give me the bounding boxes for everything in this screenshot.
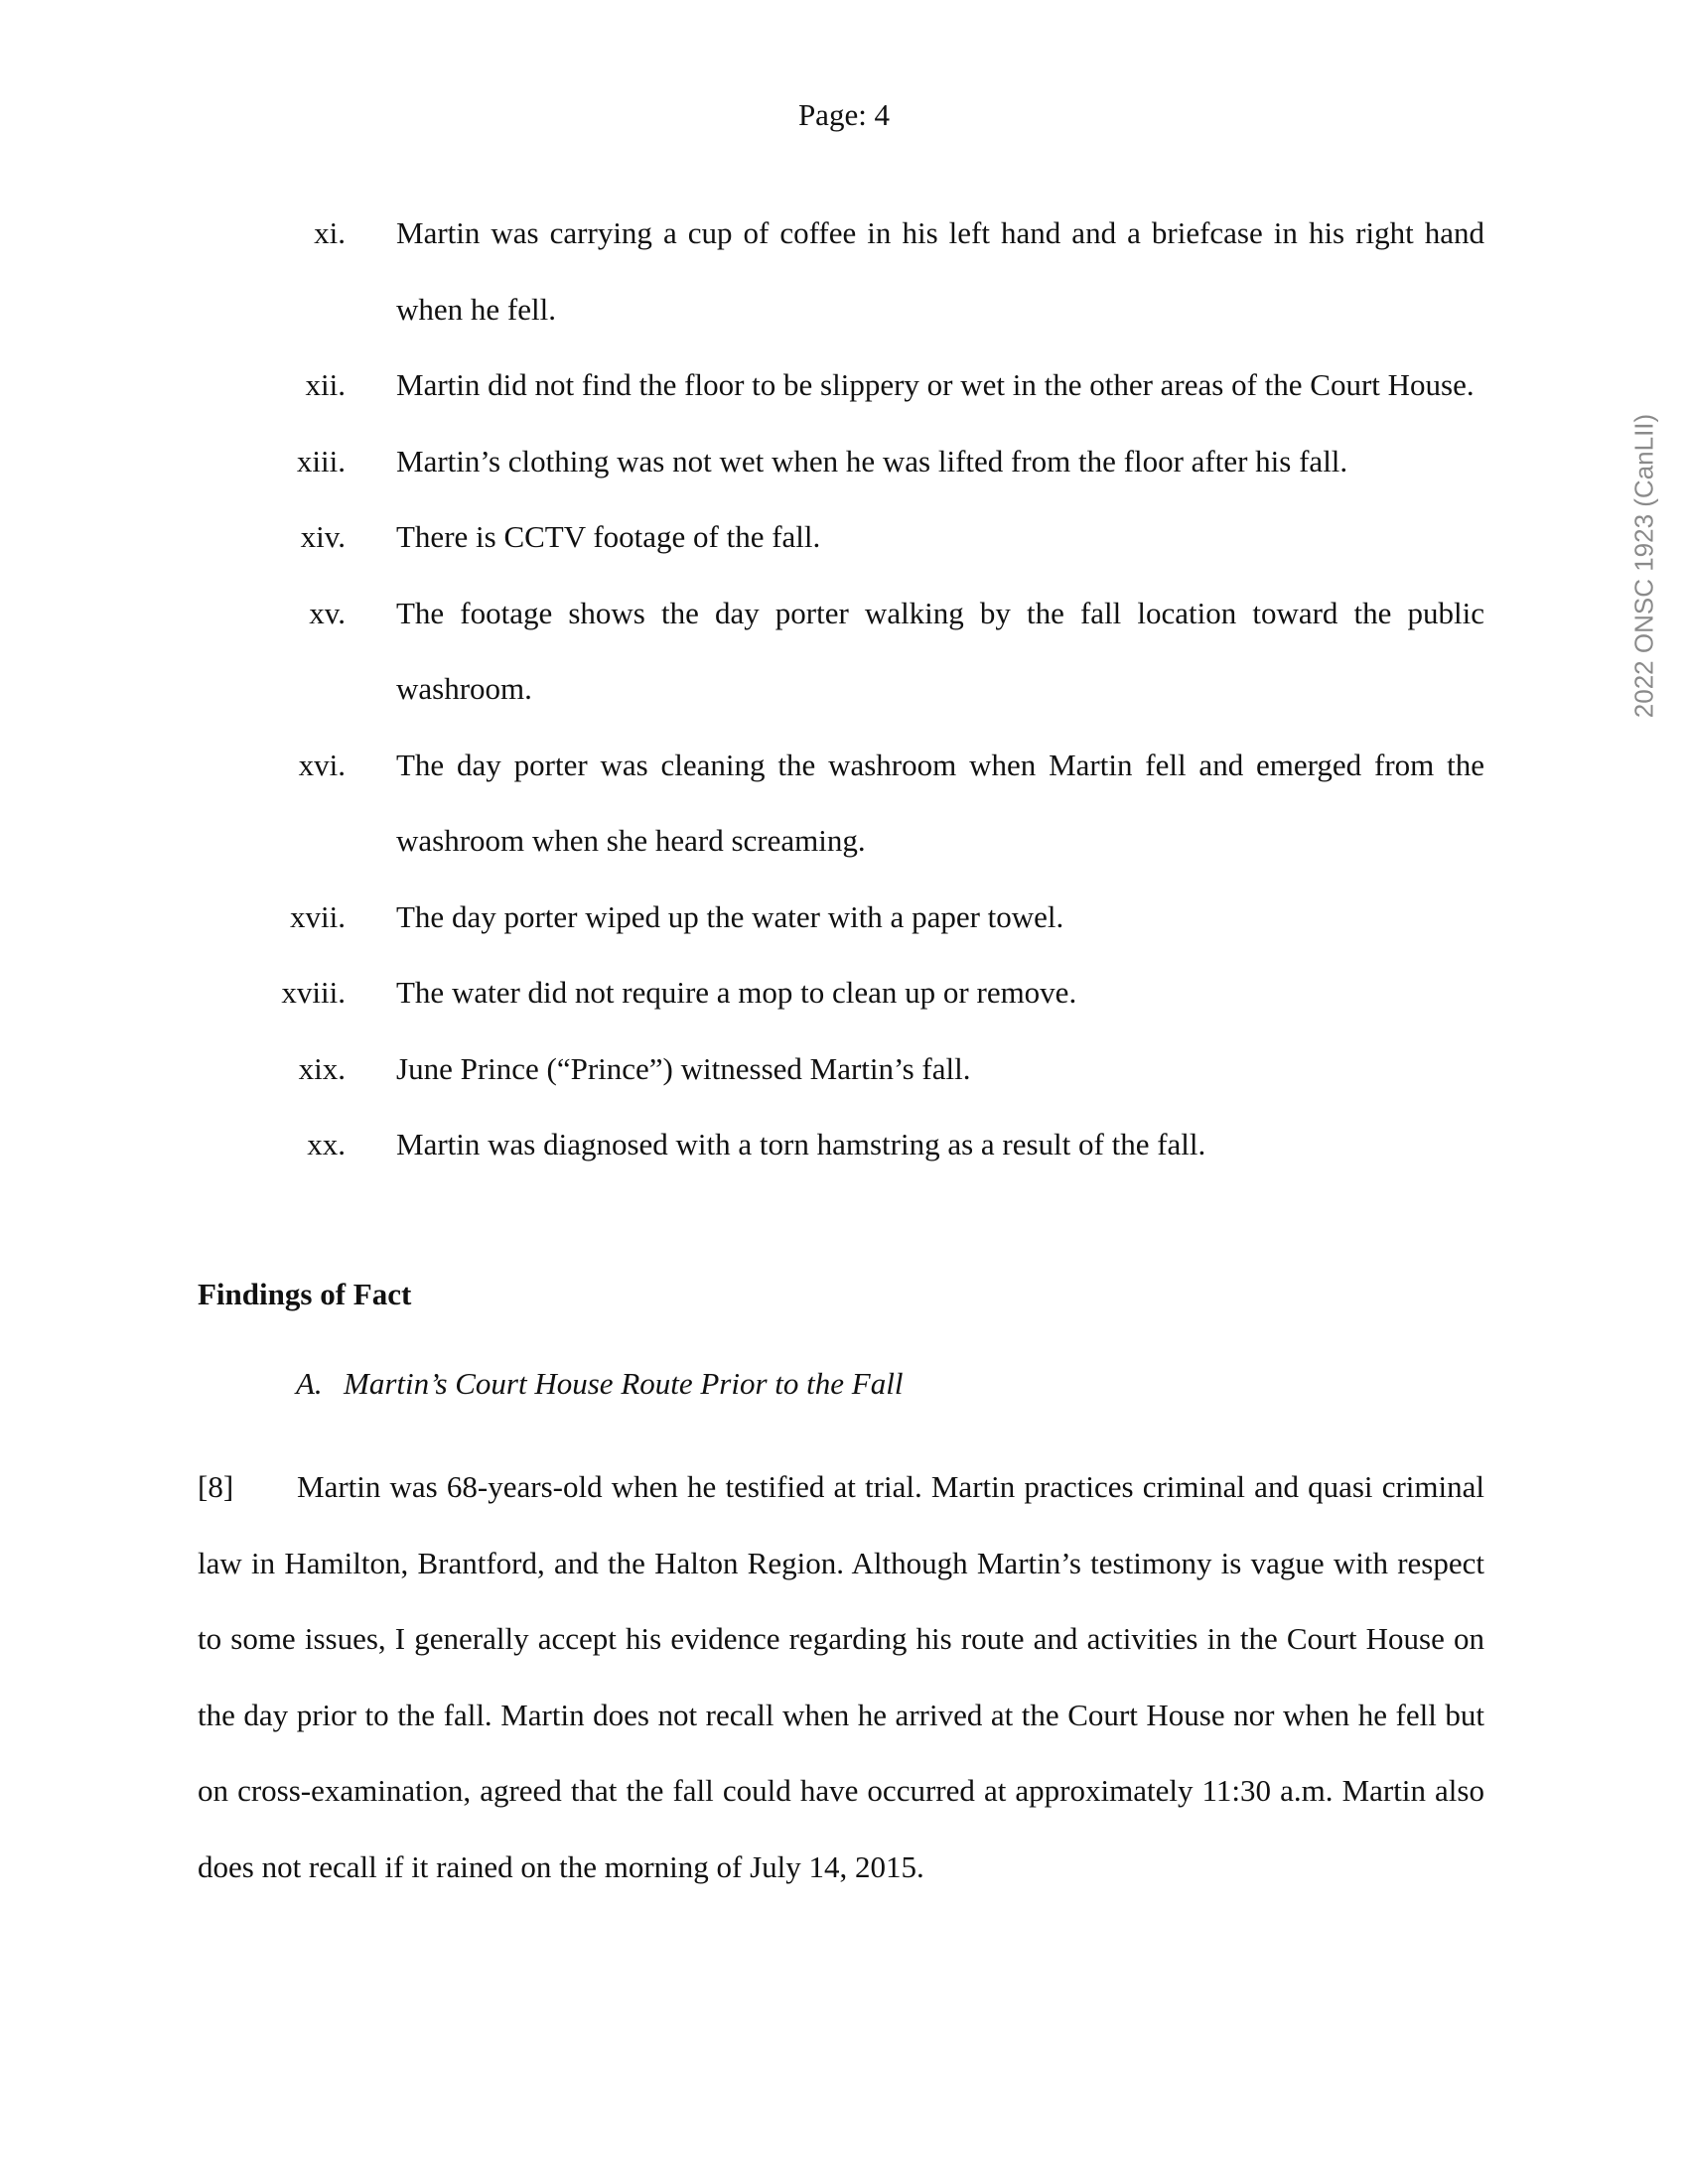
paragraph-text: Martin was 68-years-old when he testified at trial. Martin practices criminal and quasi criminal law in Hamilton, Brantford, and the Halton Region. Although Martin’s testimony is vague with respect to some issues, I generally accept his evidence regarding his route and activities in the Court House on the day prior to the fall. Martin does not recall when he arrived at the Court House nor when he fell but on cross-examination, agreed that the fall could have occurred at approximately 11:30 a.m. Martin also does not recall if it rained on the morning of July 14, 2015. — [198, 1469, 1484, 1884]
subsection-letter: A. — [296, 1366, 323, 1401]
list-item-text: Martin was carrying a cup of coffee in his left hand and a briefcase in his right hand when he fell. — [396, 215, 1484, 327]
list-numeral: xx. — [307, 1127, 346, 1161]
list-item-text: There is CCTV footage of the fall. — [396, 519, 821, 554]
facts-list — [0, 196, 1688, 1183]
list-item — [0, 880, 1688, 956]
section-heading: Findings of Fact — [198, 1277, 412, 1311]
list-item-text: Martin was diagnosed with a torn hamstring as a result of the fall. — [396, 1127, 1206, 1161]
list-numeral: xii. — [305, 367, 346, 402]
page-number: Page: 4 — [797, 97, 891, 132]
list-numeral: xi. — [314, 215, 346, 250]
list-numeral: xiv. — [300, 519, 346, 554]
list-item-text: The water did not require a mop to clean up or remove. — [396, 975, 1077, 1010]
list-item-text: June Prince (“Prince”) witnessed Martin’s fall. — [396, 1050, 971, 1086]
list-item-text: The footage shows the day porter walking by the fall location toward the public washroom. — [396, 595, 1484, 706]
list-item — [0, 576, 1688, 728]
list-item — [0, 499, 1688, 576]
paragraph-number: [8] — [198, 1469, 234, 1504]
subsection-title: Martin’s Court House Route Prior to the Fall — [344, 1366, 904, 1401]
list-numeral: xvii. — [290, 898, 346, 934]
list-item-text: The day porter wiped up the water with a paper towel. — [396, 898, 1064, 934]
list-numeral: xix. — [298, 1050, 346, 1086]
list-item — [0, 424, 1688, 500]
list-item — [0, 196, 1688, 347]
list-item-text: The day porter was cleaning the washroom when Martin fell and emerged from the washroom when she heard screaming. — [396, 747, 1484, 858]
list-item — [0, 955, 1688, 1031]
list-numeral: xvi. — [298, 747, 346, 782]
list-numeral: xviii. — [281, 975, 346, 1010]
list-item-text: Martin’s clothing was not wet when he was lifted from the floor after his fall. — [396, 443, 1348, 478]
list-item — [0, 1107, 1688, 1183]
citation-watermark-text: 2022 ONSC 1923 (CanLII) — [1628, 413, 1659, 719]
list-item — [0, 1031, 1688, 1108]
list-numeral: xv. — [309, 595, 346, 630]
list-item-text: Martin did not find the floor to be slippery or wet in the other areas of the Court House. — [396, 367, 1475, 402]
list-numeral: xiii. — [296, 443, 346, 478]
subsection-heading — [296, 1366, 903, 1402]
list-item — [0, 347, 1688, 424]
body-paragraph — [198, 1449, 1484, 1905]
list-item — [0, 728, 1688, 880]
